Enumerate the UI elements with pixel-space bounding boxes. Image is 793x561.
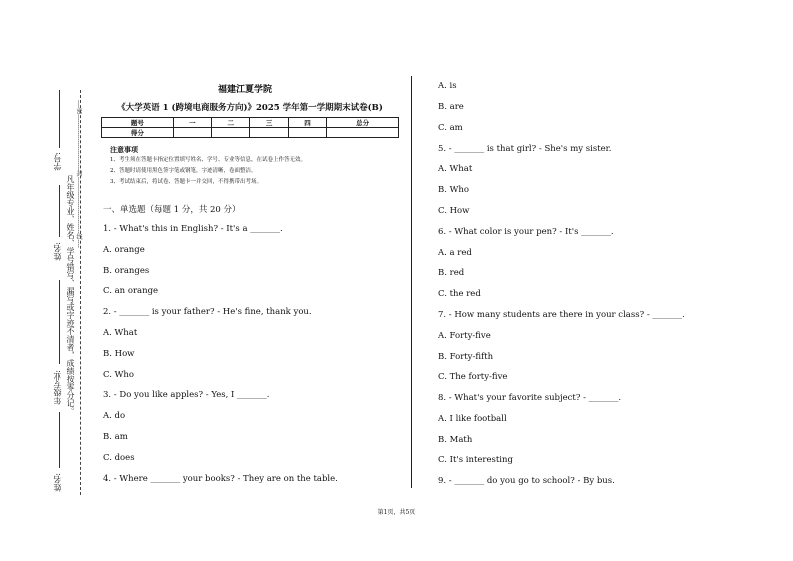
option-line: C. an orange <box>103 286 159 296</box>
column-divider <box>411 76 412 488</box>
class-label: 年级专业: <box>53 370 62 405</box>
notice-item: 2、答题时请使用黑色签字笔或钢笔，字迹清晰，卷面整洁。 <box>110 168 257 174</box>
score-cell: 总分 <box>327 118 399 128</box>
option-line: A. I like football <box>438 414 507 424</box>
option-line: C. The forty-five <box>438 372 508 382</box>
score-table <box>101 117 399 138</box>
notice-item: 3、考试结束后，将试卷、答题卡一并交回，不得携带出考场。 <box>110 179 263 185</box>
school-name: 福建江夏学院 <box>217 85 272 95</box>
score-row-label: 得分 <box>102 128 174 138</box>
option-line: B. Forty-fifth <box>438 352 494 362</box>
option-line: A. orange <box>103 245 145 255</box>
score-blank <box>288 128 326 138</box>
question-line: 4. - Where _______ your books? - They are on the table. <box>103 474 338 484</box>
option-line: C. am <box>438 123 463 133</box>
class-line <box>59 280 60 364</box>
binding-seal-line-text: ----密----------------------------封----------------------------线---- <box>75 100 82 248</box>
page-number: 第1页，共5页 <box>377 509 416 516</box>
question-line: 3. - Do you like apples? - Yes, I _______. <box>103 390 270 400</box>
question-line: 1. - What's this in English? - It's a _______. <box>103 224 283 234</box>
option-line: B. oranges <box>103 266 150 276</box>
exam-title: 《大学英语 1 (跨境电商服务方向)》2025 学年第一学期期末试卷(B) <box>117 103 383 113</box>
score-table-score-row <box>102 128 399 138</box>
score-cell: 三 <box>250 118 288 128</box>
student-id-line <box>59 90 60 148</box>
option-line: B. How <box>103 349 135 359</box>
option-line: B. Who <box>438 185 469 195</box>
question-line: 5. - _______ is that girl? - She's my sister. <box>438 144 612 154</box>
question-line: 9. - _______ do you go to school? - By bus. <box>438 476 615 486</box>
score-cell: 二 <box>212 118 250 128</box>
school-name-label: 姓名: <box>53 473 62 492</box>
option-line: A. Forty-five <box>438 331 491 341</box>
option-line: B. are <box>438 102 464 112</box>
score-cell: 一 <box>173 118 211 128</box>
option-line: C. It's interesting <box>438 455 513 465</box>
score-blank <box>173 128 211 138</box>
score-cell: 题号 <box>102 118 174 128</box>
section-title: 一、单选题（每题 1 分，共 20 分） <box>103 205 241 215</box>
score-blank <box>327 128 399 138</box>
option-line: A. a red <box>438 248 472 258</box>
score-blank <box>212 128 250 138</box>
question-line: 8. - What's your favorite subject? - _______. <box>438 393 622 403</box>
score-table-header-row <box>102 118 399 128</box>
question-line: 6. - What color is your pen? - It's _______. <box>438 227 614 237</box>
notice-item: 1、考生须在答题卡指定位置填写姓名、学号、专业等信息，在试卷上作答无效。 <box>110 157 307 163</box>
option-line: C. How <box>438 206 470 216</box>
option-line: C. does <box>103 453 135 463</box>
score-blank <box>250 128 288 138</box>
notice-title: 注意事项 <box>110 145 138 154</box>
option-line: A. is <box>438 81 457 91</box>
binding-margin <box>40 90 92 495</box>
option-line: B. red <box>438 268 465 278</box>
option-line: A. What <box>103 328 138 338</box>
option-line: B. am <box>103 432 128 442</box>
score-cell: 四 <box>288 118 326 128</box>
option-line: C. Who <box>103 370 134 380</box>
option-line: A. do <box>103 411 126 421</box>
binding-warning-text: 凡年级专业、姓名、学号错写、漏写或字迹不清者，成绩按零分记。 <box>66 175 75 415</box>
question-line: 7. - How many students are there in your class? - _______. <box>438 310 685 320</box>
option-line: A. What <box>438 164 473 174</box>
student-id-label: 学号: <box>53 152 62 171</box>
name-line <box>59 185 60 237</box>
school-name-line <box>59 412 60 468</box>
question-line: 2. - _______ is your father? - He's fine, thank you. <box>103 307 312 317</box>
option-line: B. Math <box>438 435 473 445</box>
option-line: C. the red <box>438 289 481 299</box>
name-label: 姓名: <box>53 242 62 261</box>
